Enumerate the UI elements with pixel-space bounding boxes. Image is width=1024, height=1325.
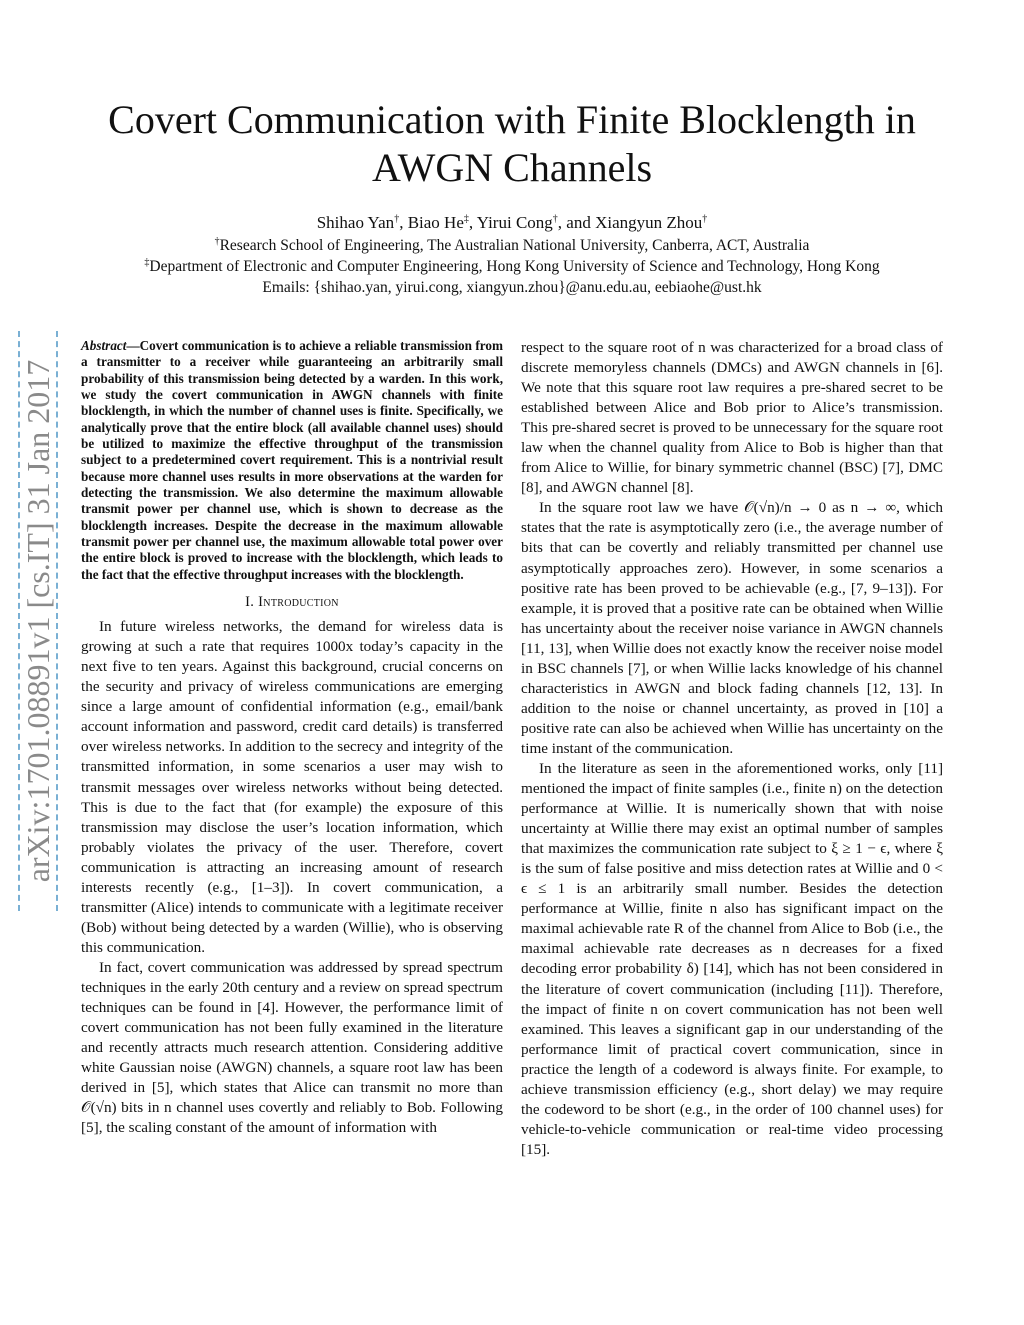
arxiv-stamp xyxy=(18,331,58,911)
paragraph: In the square root law we have 𝒪(√n)/n → 0 as n → ∞, which states that the rate is asymptotically zero (i.e., the average number of bits that can be covertly and reliably transmitted per channel use asymptotically approaches zero). However, in some scenarios a positive rate has been proved to be achievable (e.g., [7, 9–13]). For example, it is proved that a positive rate can be obtained when Willie has uncertainty about the receiver noise variance in AWGN channels [11, 13], when Willie does not exactly know the receiver noise model in BSC channels [7], or when Willie lacks knowledge of his channel characteristics in AWGN and block fading channels [12, 13]. In addition to the noise or channel uncertainty, as proved in [10] a positive rate can also be achieved when Willie has uncertainty on the time instant of the communication. xyxy=(521,499,943,757)
paragraph: In future wireless networks, the demand for wireless data is growing at such a rate that requires 1000x today’s capacity in the next five to ten years. Against this background, crucial concerns on the security and privacy of wireless communications are emerging since a large amount of confidential information (e.g., email/bank account information and password, credit card details) is transferred over wireless networks. In addition to the secrecy and integrity of the transmitted information, in some scenarios a user may wish to transmit messages over wireless networks without being detected. This is due to the fact that (for example) the exposure of this transmission may disclose the user’s location information, which probably violates the privacy of the user. Therefore, covert communication is attracting an increasing amount of research interests recently (e.g., [1–3]). In covert communication, a transmitter (Alice) intends to communicate with a legitimate receiver (Bob) without being detected by a warden (Willie), who is observing this communication. xyxy=(81,618,503,956)
section-number: I. xyxy=(245,594,255,611)
right-column xyxy=(521,338,943,1160)
abstract xyxy=(81,338,503,583)
affiliation-mark: ‡ xyxy=(463,213,469,225)
abstract-text: —Covert communication is to achieve a reliable transmission from a transmitter to a receiver while guaranteeing an arbitrarily small probability of this transmission being detected by a warden. In this work, we study the covert communication in AWGN channels with finite blocklength, in which the number of channel uses is finite. Specifically, we analytically prove that the entire block (all available channel uses) should be utilized to maximize the effective throughput of the transmission subject to a predetermined covert requirement. This is a nontrivial result because more channel uses results in more observations at the warden for detecting the transmission. We also determine the maximum allowable transmit power per channel use, which is shown to decrease as the blocklength increases. Despite the decrease in the maximum allowable transmit power per channel use, the maximum allowable total power over the entire block is proved to increase with the blocklength, which leads to the fact that the effective throughput increases with the blocklength. xyxy=(81,338,503,582)
author-name: Shihao Yan xyxy=(316,213,395,232)
section-title: Introduction xyxy=(258,594,339,611)
author-name: Biao He xyxy=(407,213,464,232)
affiliation-mark: † xyxy=(552,213,558,225)
author-list: Shihao Yan†, Biao He‡, Yirui Cong†, and Xiangyun Zhou† xyxy=(316,213,708,232)
affiliation-mark: † xyxy=(394,213,400,225)
left-column xyxy=(81,338,503,1138)
author-name: Yirui Cong xyxy=(476,213,553,232)
affiliation-mark: † xyxy=(702,213,708,225)
paragraph: In fact, covert communication was addressed by spread spectrum techniques in the early 20th century and a review on spread spectrum techniques can be found in [4]. However, the performance limit of covert communication has not been fully examined in the literature and recently attracts much research attention. Considering additive white Gaussian noise (AWGN) channels, a square root law has been derived in [5], which states that Alice can transmit no more than 𝒪(√n) bits in n channel uses covertly and reliably to Bob. Following [5], the scaling constant of the amount of information with xyxy=(81,958,503,1137)
affiliation-mark: ‡ xyxy=(144,256,150,268)
paragraph: In the literature as seen in the aforementioned works, only [11] mentioned the impact of finite samples (i.e., finite n) on the detection performance at Willie. It is numerically shown that with noise uncertainty at Willie there may exist an optimal number of samples that maximizes the communication rate subject to ξ ≥ 1 − ϵ, where ξ is the sum of false positive and miss detection rates at Willie and 0 < ϵ ≤ 1 is an arbitrarily small number. Besides the detection performance at Willie, finite n also has significant impact on the maximal achievable rate R of the channel from Alice to Bob (i.e., the maximal achievable rate decreases as n decreases for a fixed decoding error probability δ) [14], which has not been considered in the literature of covert communication (including [11]). Therefore, the impact of finite n on covert communication has not been well examined. This leaves a significant gap in our understanding of the performance limit of practical covert communication, since in practice the length of a codeword is always finite. For example, to achieve transmission efficiency (e.g., short delay) we may require the codeword to be short (e.g., in the order of 100 channel uses) for vehicle-to-vehicle communication or real-time video processing [15]. xyxy=(521,759,943,1158)
author-name: Xiangyun Zhou xyxy=(595,213,703,232)
abstract-lead: Abstract xyxy=(81,338,127,353)
paragraph: respect to the square root of n was characterized for a broad class of discrete memoryless channels (DMCs) and AWGN channels in [6]. We note that this square root law requires a pre-shared secret to be established between Alice and Bob prior to Alice’s transmission. This pre-shared secret is proved to be unnecessary for the square root law when the channel quality from Alice to Bob is higher than that from Alice to Willie, for binary symmetric channel (BSC) [7], DMC [8], and AWGN channel [8]. xyxy=(521,339,943,497)
arxiv-identifier[interactable]: arXiv:1701.08891v1 [cs.IT] 31 Jan 2017 xyxy=(20,359,56,883)
paper-title: Covert Communication with Finite Blocklength in AWGN Channels xyxy=(108,97,916,190)
affiliation-mark: † xyxy=(214,235,220,247)
affiliation-anu xyxy=(40,236,984,256)
affiliation-hkust xyxy=(40,257,984,277)
affiliation-text: Department of Electronic and Computer Engineering, Hong Kong University of Science and Technology, Hong Kong xyxy=(149,258,880,275)
author-emails: Emails: {shihao.yan, yirui.cong, xiangyun.zhou}@anu.edu.au, eebiaohe@ust.hk xyxy=(262,279,762,296)
section-heading-introduction xyxy=(81,593,503,611)
affiliation-text: Research School of Engineering, The Australian National University, Canberra, ACT, Australia xyxy=(219,237,810,254)
